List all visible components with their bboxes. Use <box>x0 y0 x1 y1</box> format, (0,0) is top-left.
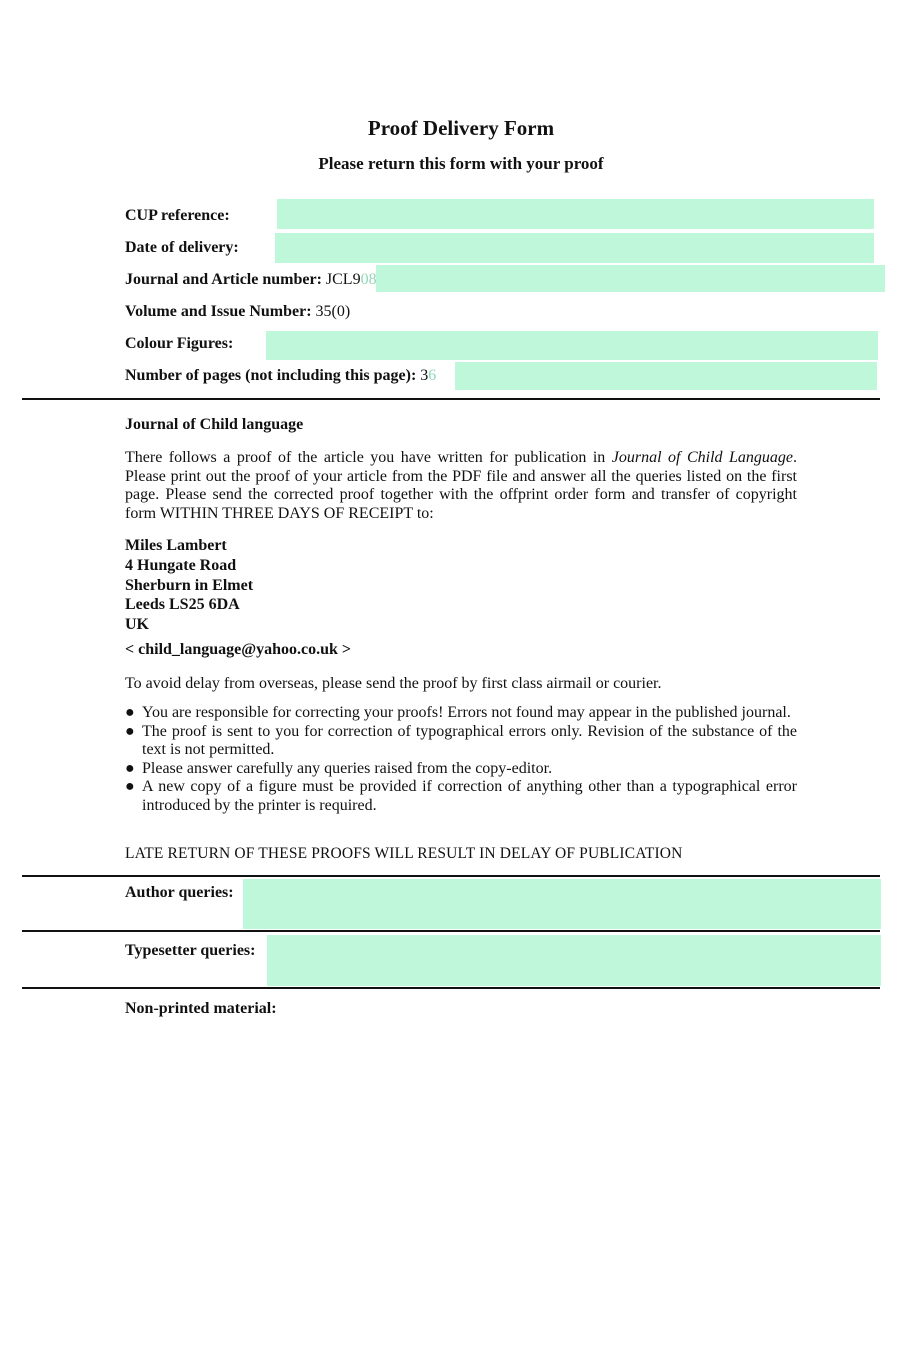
journal-article-value: JCL9 <box>325 271 361 288</box>
divider <box>22 930 880 932</box>
divider <box>22 987 880 989</box>
contact-email: < child_language@yahoo.co.uk > <box>125 641 352 658</box>
page-subtitle: Please return this form with your proof <box>318 154 604 173</box>
num-pages-label: Number of pages (not including this page): <box>125 367 417 384</box>
volume-issue-value: 35(0) <box>315 303 351 320</box>
cup-reference-row <box>125 207 230 225</box>
date-of-delivery-row <box>125 239 239 257</box>
colour-figures-row <box>125 335 233 353</box>
date-of-delivery-field[interactable] <box>275 233 874 263</box>
list-item: ● A new copy of a figure must be provided if correction of anything other than a typographical error introduced by the printer is required. <box>125 778 797 814</box>
typesetter-queries-label: Typesetter queries: <box>125 942 256 959</box>
divider <box>22 398 880 400</box>
volume-issue-row <box>125 303 350 321</box>
journal-article-label: Journal and Article number: <box>125 271 322 288</box>
journal-article-field[interactable] <box>376 265 885 292</box>
intro-journal-name: Journal of Child Language <box>611 449 794 466</box>
typesetter-queries-field[interactable] <box>267 935 881 986</box>
colour-figures-label: Colour Figures: <box>125 335 234 352</box>
list-item: ● The proof is sent to you for correction of typographical errors only. Revision of the substance of the text is not permitted. <box>125 722 797 759</box>
divider <box>22 875 880 877</box>
num-pages-value: 3 <box>420 367 429 384</box>
date-of-delivery-label: Date of delivery: <box>125 239 239 256</box>
intro-text-before: There follows a proof of the article you have written for publication in <box>125 449 612 466</box>
bullet-icon: ● <box>125 704 135 721</box>
bullet-icon: ● <box>125 759 135 777</box>
author-queries-label: Author queries: <box>125 884 234 901</box>
overseas-note: To avoid delay from overseas, please send the proof by first class airmail or courier. <box>125 675 662 692</box>
colour-figures-field[interactable] <box>266 331 878 360</box>
late-return-notice: LATE RETURN OF THESE PROOFS WILL RESULT IN DELAY OF PUBLICATION <box>125 845 683 862</box>
bullet-icon: ● <box>125 778 135 796</box>
journal-heading: Journal of Child language <box>125 416 304 433</box>
address-line: Leeds LS25 6DA <box>125 596 240 614</box>
bullet-icon: ● <box>125 722 135 740</box>
list-item: ● You are responsible for correcting your proofs! Errors not found may appear in the published journal. <box>125 704 791 721</box>
cup-reference-field[interactable] <box>277 199 874 229</box>
journal-article-value-faded: 08 <box>360 271 377 288</box>
volume-issue-label: Volume and Issue Number: <box>125 303 312 320</box>
address-line: UK <box>125 616 149 634</box>
address-line: 4 Hungate Road <box>125 556 237 574</box>
cup-reference-label: CUP reference: <box>125 207 230 224</box>
author-queries-field[interactable] <box>243 879 881 929</box>
list-item: ● Please answer carefully any queries raised from the copy-editor. <box>125 759 553 777</box>
address-line: Sherburn in Elmet <box>125 576 254 594</box>
journal-article-row <box>125 271 377 289</box>
intro-paragraph <box>125 449 797 523</box>
instructions-list <box>125 704 797 816</box>
nonprinted-material-label: Non-printed material: <box>125 1000 277 1017</box>
address-line: Miles Lambert <box>125 537 227 554</box>
page-title: Proof Delivery Form <box>367 116 555 140</box>
num-pages-field[interactable] <box>455 362 877 390</box>
num-pages-row <box>125 367 436 385</box>
intro-text-after: . Please print out the proof of your article from the PDF file and answer all the queries listed on the first page. Please send the corrected proof together with the offprint order form and transfer of copyright form WITHIN THREE DAYS OF RECEIPT to: <box>125 449 798 522</box>
num-pages-value-faded: 6 <box>428 367 437 384</box>
mailing-address <box>125 536 253 635</box>
